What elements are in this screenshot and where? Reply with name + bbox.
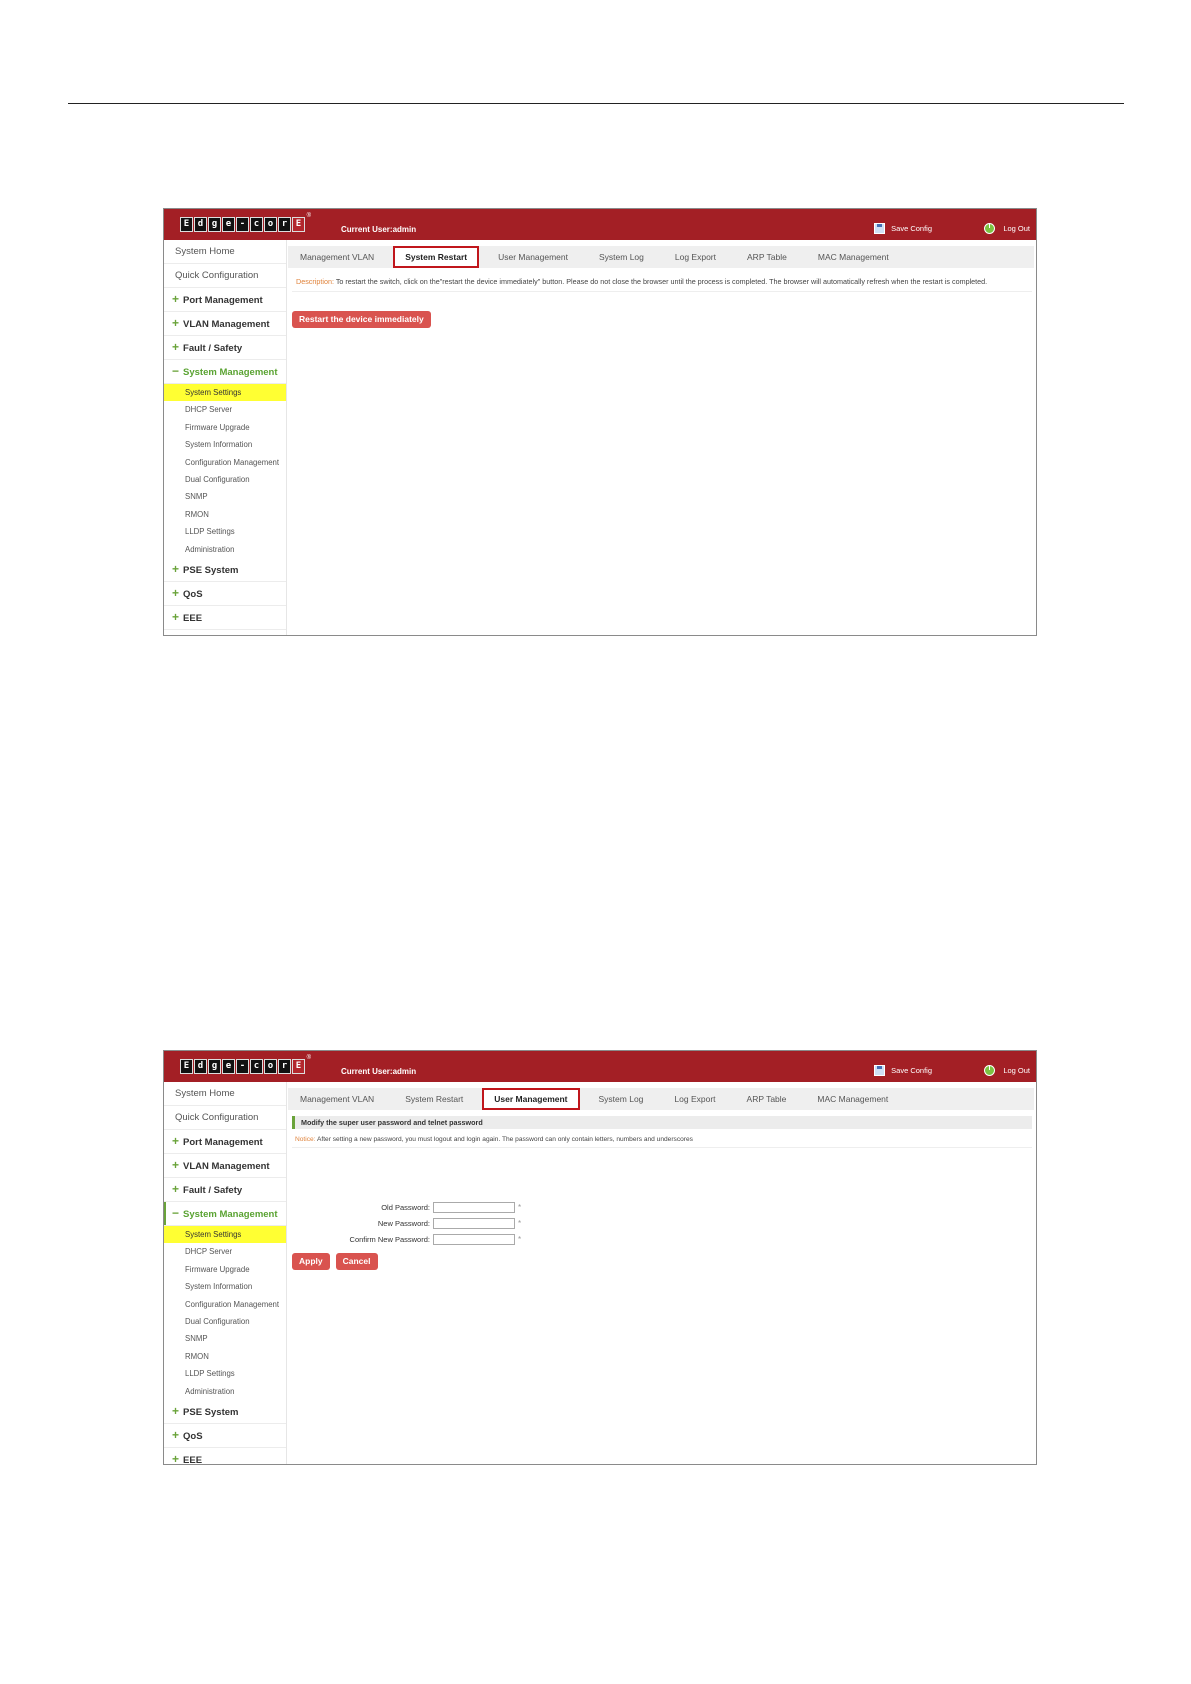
sidebar-item-quick-configuration[interactable]: Quick Configuration <box>164 264 286 288</box>
notice-label: Notice: <box>295 1136 316 1143</box>
section-title: Modify the super user password and telnet password <box>292 1116 1032 1129</box>
screenshot-user-management <box>163 1050 1037 1465</box>
sidebar-item-configuration-management[interactable]: Configuration Management <box>185 1299 280 1309</box>
log-out-button[interactable]: Log Out <box>984 1065 1030 1076</box>
tab-log-export[interactable]: Log Export <box>674 1094 716 1104</box>
sidebar-item-system-information[interactable]: System Information <box>185 1282 253 1292</box>
confirm-password-label: Confirm New Password: <box>349 1235 430 1244</box>
sidebar-group-eee[interactable]: + EEE <box>164 606 286 630</box>
main-content <box>286 240 1036 635</box>
new-password-label: New Password: <box>377 1219 430 1228</box>
current-user: Current User:admin <box>341 1067 417 1076</box>
save-config-button[interactable]: Save Config <box>874 223 932 234</box>
sidebar-item-dhcp-server[interactable]: DHCP Server <box>185 1247 233 1257</box>
sidebar-group-vlan-management[interactable]: + VLAN Management <box>164 312 286 336</box>
sidebar-item-snmp[interactable]: SNMP <box>185 1334 208 1344</box>
confirm-password-input[interactable] <box>433 1234 515 1245</box>
plus-icon: + <box>172 316 180 330</box>
tab-user-management[interactable]: User Management <box>482 1088 579 1110</box>
tab-system-log[interactable]: System Log <box>599 252 644 262</box>
sidebar-group-fault-safety[interactable]: + Fault / Safety <box>164 336 286 360</box>
description-text: To restart the switch, click on the"restart the device immediately" button. Please do not close the browser until the process is completed. The browser will automatically refresh when the restart is completed. <box>335 277 988 286</box>
sidebar-item-system-information[interactable]: System Information <box>185 440 253 450</box>
tab-arp-table[interactable]: ARP Table <box>746 1094 787 1104</box>
notice-text: After setting a new password, you must logout and login again. The password can only contain letters, numbers and underscores <box>317 1136 693 1143</box>
tab-bar <box>288 246 1034 268</box>
sidebar <box>164 240 287 635</box>
log-out-button[interactable]: Log Out <box>984 223 1030 234</box>
required-marker: * <box>518 1235 522 1244</box>
sidebar-item-system-settings[interactable]: System Settings <box>164 384 286 401</box>
open-group-marker <box>164 1202 166 1225</box>
sidebar-group-fault-safety[interactable]: + Fault / Safety <box>164 1178 286 1202</box>
minus-icon: − <box>172 364 180 378</box>
sidebar-group-port-management[interactable]: + Port Management <box>164 1130 286 1154</box>
tab-system-log[interactable]: System Log <box>598 1094 644 1104</box>
plus-icon: + <box>172 1182 180 1196</box>
tab-mac-management[interactable]: MAC Management <box>817 252 889 262</box>
plus-icon: + <box>172 561 180 576</box>
plus-icon: + <box>172 1134 180 1148</box>
sidebar-item-snmp[interactable]: SNMP <box>185 492 208 502</box>
required-marker: * <box>518 1203 522 1212</box>
sidebar-group-system-management[interactable]: − System Management <box>164 360 286 384</box>
tab-arp-table[interactable]: ARP Table <box>747 252 787 262</box>
save-config-button[interactable]: Save Config <box>874 1065 932 1076</box>
sidebar-group-pse-system[interactable]: + PSE System <box>164 558 286 582</box>
sidebar-item-rmon[interactable]: RMON <box>185 1351 209 1361</box>
power-icon <box>984 1065 995 1076</box>
old-password-input[interactable] <box>433 1202 515 1213</box>
apply-button[interactable]: Apply <box>292 1253 330 1270</box>
sidebar-group-pse-system[interactable]: + PSE System <box>164 1400 286 1424</box>
sidebar-item-quick-configuration[interactable]: Quick Configuration <box>164 1106 286 1130</box>
tab-system-restart[interactable]: System Restart <box>405 1094 464 1104</box>
floppy-disk-icon <box>874 1065 885 1076</box>
cancel-button[interactable]: Cancel <box>336 1253 378 1270</box>
old-password-label: Old Password: <box>381 1203 430 1212</box>
sidebar-item-dual-configuration[interactable]: Dual Configuration <box>185 1316 250 1326</box>
tab-system-restart[interactable]: System Restart <box>393 246 479 268</box>
plus-icon: + <box>172 292 180 306</box>
sidebar-group-system-management[interactable]: − System Management <box>164 1202 286 1226</box>
new-password-input[interactable] <box>433 1218 515 1229</box>
restart-description <box>292 272 1032 292</box>
sidebar-item-configuration-management[interactable]: Configuration Management <box>185 457 280 467</box>
top-bar <box>164 1051 1036 1082</box>
plus-icon: + <box>172 609 180 624</box>
sidebar-item-system-settings[interactable]: System Settings <box>164 1226 286 1243</box>
current-user: Current User:admin <box>341 225 417 234</box>
sidebar <box>164 1082 287 1464</box>
plus-icon: + <box>172 340 180 354</box>
minus-icon: − <box>172 1206 180 1220</box>
sidebar-item-lldp-settings[interactable]: LLDP Settings <box>185 1369 235 1379</box>
power-icon <box>984 223 995 234</box>
required-marker: * <box>518 1219 522 1228</box>
old-password-row <box>292 1201 521 1214</box>
restart-device-button[interactable]: Restart the device immediately <box>292 311 431 328</box>
sidebar-item-system-home[interactable]: System Home <box>164 1082 286 1106</box>
tab-bar <box>288 1088 1034 1110</box>
sidebar-item-system-home[interactable]: System Home <box>164 240 286 264</box>
tab-management-vlan[interactable]: Management VLAN <box>300 252 375 262</box>
description-label: Description: <box>296 277 334 286</box>
plus-icon: + <box>172 585 180 600</box>
sidebar-group-qos[interactable]: + QoS <box>164 1424 286 1448</box>
confirm-password-row <box>292 1233 521 1246</box>
edgecore-logo: E d g e - c o r E ® <box>180 217 306 232</box>
screenshot-system-restart <box>163 208 1037 636</box>
new-password-row <box>292 1217 521 1230</box>
main-content <box>286 1082 1036 1464</box>
form-buttons <box>292 1253 378 1270</box>
sidebar-group-vlan-management[interactable]: + VLAN Management <box>164 1154 286 1178</box>
sidebar-group-eee[interactable]: + EEE <box>164 1448 286 1465</box>
plus-icon: + <box>172 1158 180 1172</box>
sidebar-item-dual-configuration[interactable]: Dual Configuration <box>185 474 250 484</box>
plus-icon: + <box>172 1427 180 1442</box>
top-bar <box>164 209 1036 240</box>
tab-user-management[interactable]: User Management <box>498 252 568 262</box>
password-notice <box>292 1133 1032 1148</box>
sidebar-item-dhcp-server[interactable]: DHCP Server <box>185 405 233 415</box>
floppy-disk-icon <box>874 223 885 234</box>
sidebar-item-administration[interactable]: Administration <box>185 1386 235 1396</box>
sidebar-group-qos[interactable]: + QoS <box>164 582 286 606</box>
page-top-rule <box>68 103 1124 104</box>
edgecore-logo: E d g e - c o r E ® <box>180 1059 306 1074</box>
tab-log-export[interactable]: Log Export <box>674 252 717 262</box>
sidebar-item-rmon[interactable]: RMON <box>185 509 209 519</box>
tab-mac-management[interactable]: MAC Management <box>817 1094 889 1104</box>
tab-management-vlan[interactable]: Management VLAN <box>300 1094 375 1104</box>
plus-icon: + <box>172 1403 180 1418</box>
sidebar-item-lldp-settings[interactable]: LLDP Settings <box>185 527 235 537</box>
sidebar-group-port-management[interactable]: + Port Management <box>164 288 286 312</box>
sidebar-item-firmware-upgrade[interactable]: Firmware Upgrade <box>185 422 250 432</box>
plus-icon: + <box>172 1451 180 1465</box>
sidebar-item-administration[interactable]: Administration <box>185 544 235 554</box>
sidebar-item-firmware-upgrade[interactable]: Firmware Upgrade <box>185 1264 250 1274</box>
